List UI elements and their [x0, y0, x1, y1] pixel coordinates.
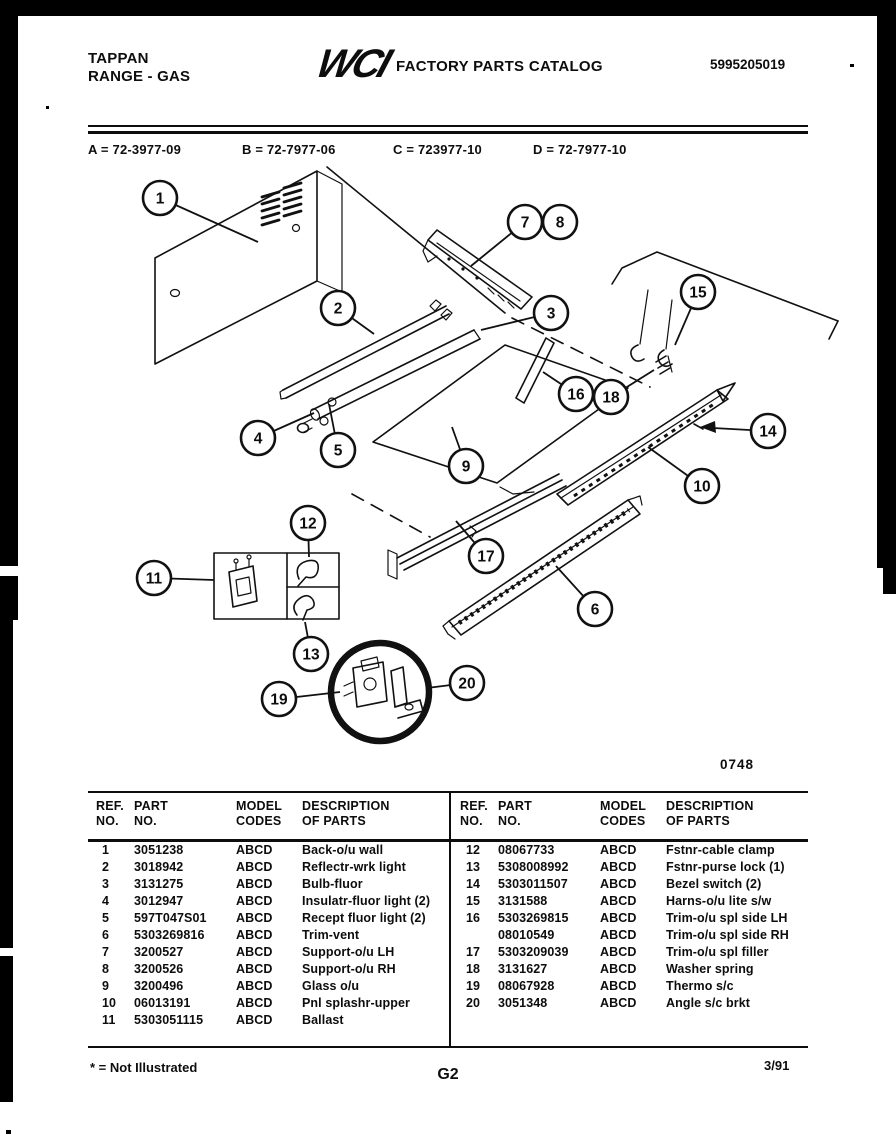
callout-12 [291, 506, 325, 540]
table-cell: Reflectr-wrk light [302, 860, 406, 874]
catalog-title: FACTORY PARTS CATALOG [396, 58, 603, 75]
part-16-trim-sliver-drawing [516, 338, 554, 403]
callout-16 [559, 377, 593, 411]
svg-text:10: 10 [693, 478, 711, 496]
table-cell: ABCD [600, 996, 637, 1010]
table-cell: 3200496 [134, 979, 184, 993]
svg-text:3: 3 [546, 305, 556, 323]
table-cell: Trim-o/u spl side RH [666, 928, 789, 942]
inset-box-ballast-drawing [214, 553, 339, 620]
callout-17 [469, 539, 503, 573]
svg-text:17: 17 [477, 548, 495, 566]
table-cell: 3131275 [134, 877, 184, 891]
callout-15 [681, 275, 715, 309]
callout-6 [578, 592, 612, 626]
table-cell: 3131627 [498, 962, 548, 976]
thermo-inset-circle-drawing [331, 643, 429, 741]
svg-text:4: 4 [253, 430, 263, 448]
table-cell: ABCD [236, 945, 273, 959]
table-cell: 14 [466, 877, 481, 891]
parts-table-left [96, 799, 446, 1029]
table-cell: 2 [102, 860, 110, 874]
col-ref: REF. NO. [96, 799, 124, 828]
table-rule-top [88, 791, 808, 793]
table-cell: 5303011507 [498, 877, 568, 891]
col-model: MODEL CODES [236, 799, 283, 828]
table-cell: ABCD [236, 962, 273, 976]
table-cell: ABCD [600, 877, 637, 891]
table-cell: ABCD [236, 911, 273, 925]
table-cell: ABCD [600, 860, 637, 874]
svg-text:7: 7 [520, 214, 530, 232]
table-cell: 3051348 [498, 996, 548, 1010]
table-cell: 3131588 [498, 894, 548, 908]
table-cell: 08067733 [498, 843, 555, 857]
table-cell: 6 [102, 928, 110, 942]
table-cell: 4 [102, 894, 110, 908]
svg-text:19: 19 [270, 691, 288, 709]
table-row [96, 961, 446, 978]
table-cell: ABCD [236, 860, 273, 874]
table-row [96, 995, 446, 1012]
table-cell: ABCD [600, 894, 637, 908]
svg-text:6: 6 [590, 601, 600, 619]
table-cell: 3 [102, 877, 110, 891]
brand-line2: RANGE - GAS [88, 68, 191, 85]
table-cell: Angle s/c brkt [666, 996, 751, 1010]
callout-9 [449, 449, 483, 483]
callout-13 [294, 637, 328, 671]
table-row [460, 961, 810, 978]
table-row [96, 910, 446, 927]
model-a: A = 72-3977-09 [88, 142, 182, 157]
brand-line1: TAPPAN [88, 50, 149, 67]
part-1-back-wall-drawing [155, 171, 342, 364]
table-cell: Fstnr-cable clamp [666, 843, 775, 857]
table-cell: 5303209039 [498, 945, 569, 959]
table-row [460, 995, 810, 1012]
table-row [460, 978, 810, 995]
callout-19 [262, 682, 296, 716]
part-4-insulator-drawing [298, 419, 313, 433]
table-row [96, 1012, 446, 1029]
callout-2 [321, 291, 355, 325]
table-row [96, 944, 446, 961]
callout-4 [241, 421, 275, 455]
table-cell: Washer spring [666, 962, 754, 976]
table-cell: Thermo s/c [666, 979, 734, 993]
table-cell: ABCD [600, 945, 637, 959]
table-cell: Trim-o/u spl side LH [666, 911, 788, 925]
col-ref: REF. NO. [460, 799, 488, 828]
revision-date: 3/91 [764, 1058, 790, 1073]
table-row [96, 978, 446, 995]
table-cell: 1 [102, 843, 110, 857]
table-cell: ABCD [600, 911, 637, 925]
table-cell: 8 [102, 962, 110, 976]
table-row [96, 893, 446, 910]
callout-10 [685, 469, 719, 503]
table-cell: ABCD [236, 877, 273, 891]
callout-7 [508, 205, 542, 239]
table-cell: Recept fluor light (2) [302, 911, 426, 925]
table-cell: 5 [102, 911, 110, 925]
table-cell: 08067928 [498, 979, 555, 993]
table-cell: Pnl splashr-upper [302, 996, 410, 1010]
part-14-pin-drawing [694, 421, 716, 433]
table-cell: 11 [102, 1013, 116, 1027]
table-cell: 5303051115 [134, 1013, 204, 1027]
col-part: PART NO. [498, 799, 532, 828]
table-cell: Glass o/u [302, 979, 360, 993]
table-cell: 17 [466, 945, 481, 959]
table-cell: Bezel switch (2) [666, 877, 762, 891]
svg-text:2: 2 [333, 300, 343, 318]
table-cell: Trim-vent [302, 928, 360, 942]
table-row [460, 842, 810, 859]
table-row [460, 944, 810, 961]
table-cell: ABCD [236, 1013, 273, 1027]
table-cell: 10 [102, 996, 117, 1010]
publication-number: 5995205019 [710, 57, 786, 72]
table-cell: 20 [466, 996, 481, 1010]
svg-text:16: 16 [567, 386, 585, 404]
part-15-harness-drawing [612, 252, 838, 366]
table-row [460, 927, 810, 944]
table-row [96, 859, 446, 876]
callout-11 [137, 561, 171, 595]
table-cell: Trim-o/u spl filler [666, 945, 769, 959]
table-cell: ABCD [600, 962, 637, 976]
table-cell: ABCD [236, 843, 273, 857]
callout-20 [450, 666, 484, 700]
table-cell: Bulb-fluor [302, 877, 363, 891]
svg-text:11: 11 [145, 570, 163, 588]
table-row [96, 927, 446, 944]
table-cell: Back-o/u wall [302, 843, 384, 857]
table-cell: 06013191 [134, 996, 191, 1010]
table-cell: ABCD [236, 894, 273, 908]
table-cell: ABCD [600, 979, 637, 993]
col-desc: DESCRIPTION OF PARTS [302, 799, 390, 828]
table-cell: ABCD [236, 979, 273, 993]
part-7-8-support-bracket-drawing [423, 230, 532, 309]
parts-table-right [460, 799, 810, 1012]
table-cell: ABCD [236, 996, 273, 1010]
table-cell: Support-o/u LH [302, 945, 395, 959]
svg-text:14: 14 [759, 423, 777, 441]
svg-text:20: 20 [458, 675, 476, 693]
table-cell [460, 927, 498, 944]
table-row [460, 859, 810, 876]
table-cell: Fstnr-purse lock (1) [666, 860, 785, 874]
figure-code: 0748 [720, 757, 755, 772]
wci-logo: WCI [311, 42, 395, 86]
model-c: C = 723977-10 [393, 142, 482, 157]
svg-text:9: 9 [461, 458, 471, 476]
page-number: G2 [437, 1066, 459, 1083]
table-cell: 5303269816 [134, 928, 205, 942]
parts-table-left-header [96, 799, 446, 842]
svg-text:13: 13 [302, 646, 320, 664]
table-cell: 3012947 [134, 894, 184, 908]
table-cell: 9 [102, 979, 110, 993]
table-cell: ABCD [600, 843, 637, 857]
table-cell: 3200527 [134, 945, 184, 959]
part-3-fluor-bulb-drawing [309, 330, 480, 425]
col-desc: DESCRIPTION OF PARTS [666, 799, 754, 828]
col-part: PART NO. [134, 799, 168, 828]
table-cell: 08010549 [498, 928, 555, 942]
table-cell: 5308008992 [498, 860, 569, 874]
callout-1 [143, 181, 177, 215]
svg-text:1: 1 [155, 190, 165, 208]
table-row [460, 876, 810, 893]
table-cell: 3051238 [134, 843, 184, 857]
svg-text:18: 18 [602, 389, 620, 407]
table-cell: 18 [466, 962, 481, 976]
svg-text:12: 12 [299, 515, 317, 533]
table-cell: Insulatr-fluor light (2) [302, 894, 431, 908]
table-rule-bottom [88, 1046, 808, 1048]
table-cell: Harns-o/u lite s/w [666, 894, 772, 908]
table-cell: 3018942 [134, 860, 184, 874]
callout-14 [751, 414, 785, 448]
svg-text:15: 15 [689, 284, 707, 302]
svg-text:8: 8 [555, 214, 565, 232]
table-cell: 15 [466, 894, 481, 908]
table-cell: 13 [466, 860, 481, 874]
table-cell: ABCD [236, 928, 273, 942]
table-cell: Support-o/u RH [302, 962, 396, 976]
table-cell: 7 [102, 945, 110, 959]
col-model: MODEL CODES [600, 799, 647, 828]
callout-3 [534, 296, 568, 330]
callout-8 [543, 205, 577, 239]
table-row [96, 876, 446, 893]
table-divider-vertical [449, 791, 451, 1048]
table-row [460, 910, 810, 927]
parts-table-right-header [460, 799, 810, 842]
table-cell: 597T047S01 [134, 911, 207, 925]
table-cell: Ballast [302, 1013, 344, 1027]
table-row [96, 842, 446, 859]
table-cell: 5303269815 [498, 911, 569, 925]
model-d: D = 72-7977-10 [533, 142, 627, 157]
svg-text:5: 5 [333, 442, 343, 460]
table-cell: ABCD [600, 928, 637, 942]
part-9-glass-drawing [373, 345, 628, 494]
model-b: B = 72-7977-06 [242, 142, 336, 157]
callout-5 [321, 433, 355, 467]
table-cell: 3200526 [134, 962, 184, 976]
not-illustrated-footnote: * = Not Illustrated [90, 1060, 198, 1075]
table-cell: 19 [466, 979, 481, 993]
table-cell: 12 [466, 843, 481, 857]
table-cell: 16 [466, 911, 481, 925]
callout-18 [594, 380, 628, 414]
table-row [460, 893, 810, 910]
